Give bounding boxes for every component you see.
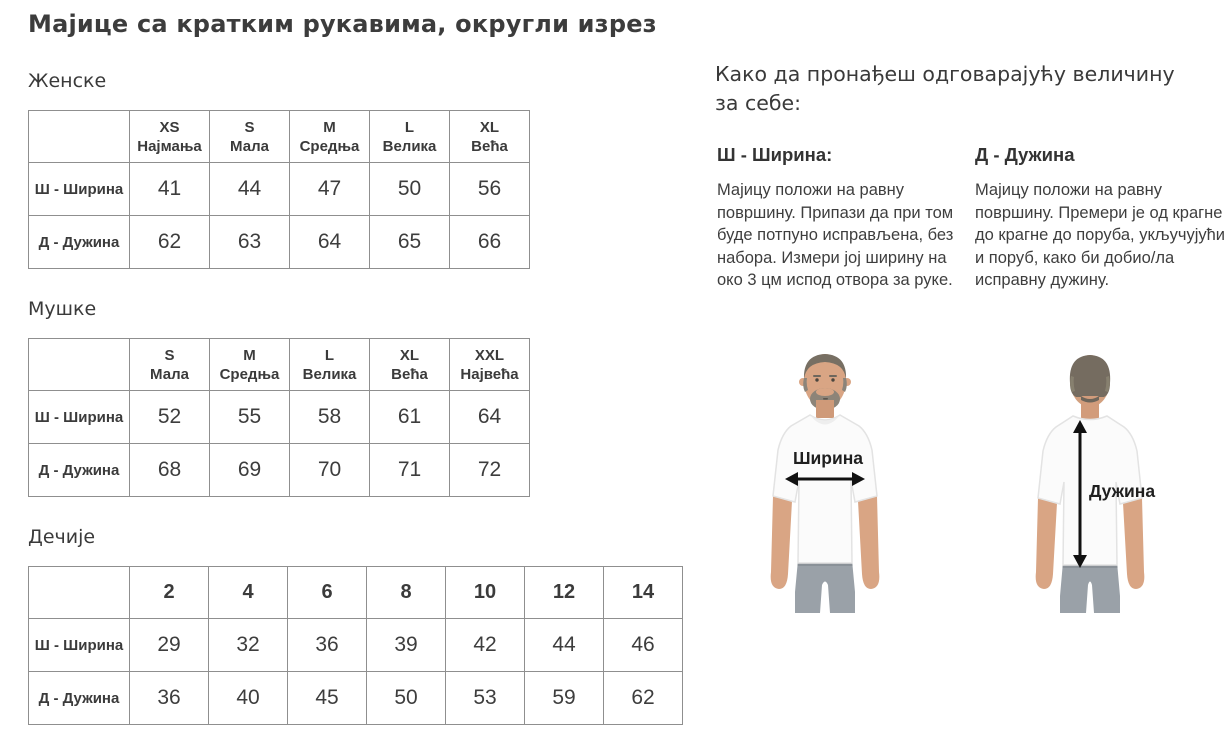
value-cell: 36: [130, 672, 209, 725]
size-table-1: [28, 338, 530, 497]
pants: [795, 560, 855, 613]
header-row: [29, 111, 530, 163]
value-cell: 55: [210, 391, 290, 444]
size-chart-column: [28, 8, 696, 725]
table-row: [29, 391, 530, 444]
row-label-cell: Д - Дужина: [29, 444, 130, 497]
left-arm: [771, 496, 792, 589]
value-cell: 59: [525, 672, 604, 725]
value-cell: 68: [130, 444, 210, 497]
pants: [1060, 562, 1120, 613]
value-cell: 52: [130, 391, 210, 444]
size-code: L: [324, 346, 335, 364]
size-code: XS: [159, 118, 180, 136]
value-cell: 42: [446, 619, 525, 672]
column-header-cell: [288, 567, 367, 619]
value-cell: 40: [209, 672, 288, 725]
width-guide-column: [717, 144, 962, 292]
size-code: 12: [552, 581, 576, 603]
size-code: XXL: [474, 346, 505, 364]
value-cell: 66: [450, 216, 530, 269]
value-cell: 47: [290, 163, 370, 216]
table-row: [29, 619, 683, 672]
section-title: Мушке: [28, 298, 97, 320]
column-header-cell: [130, 111, 210, 163]
column-header-cell: [367, 567, 446, 619]
size-section-1: [28, 298, 696, 497]
size-code: L: [404, 118, 415, 136]
guide-heading: Како да пронађеш одговарајућу величину за себе:: [715, 62, 1175, 115]
right-arm: [858, 496, 879, 589]
column-header-cell: [210, 339, 290, 391]
tables-host: [28, 70, 696, 725]
size-name: Најмања: [137, 137, 202, 155]
header-row: [29, 567, 683, 619]
value-cell: 65: [370, 216, 450, 269]
column-header-cell: [130, 339, 210, 391]
length-guide-text: Мајицу положи на равну површину. Премери је од крагне до крагне до поруба, укључујући и поруб, како би добио/ла исправну дужину.: [975, 181, 1226, 289]
value-cell: 32: [209, 619, 288, 672]
size-code: S: [244, 118, 255, 136]
right-arm: [1123, 498, 1144, 589]
size-name: Већа: [471, 137, 508, 155]
table-row: [29, 672, 683, 725]
size-table-2: [28, 566, 683, 725]
value-cell: 64: [450, 391, 530, 444]
width-guide-text: Мајицу положи на равну површину. Припази да при том буде потпуно исправљена, без набора. Измери јој ширину на око 3 цм испод отвора за руке.: [717, 181, 954, 289]
size-code: 14: [631, 581, 655, 603]
column-header-cell: [370, 111, 450, 163]
size-code: XL: [479, 118, 500, 136]
value-cell: 50: [367, 672, 446, 725]
value-cell: 71: [370, 444, 450, 497]
value-cell: 44: [525, 619, 604, 672]
size-section-2: [28, 526, 696, 725]
column-header-cell: [210, 111, 290, 163]
value-cell: 58: [290, 391, 370, 444]
column-header-cell: [130, 567, 209, 619]
measuring-guide: [715, 60, 1227, 754]
size-name: Средња: [219, 365, 280, 383]
table-row: [29, 163, 530, 216]
column-header-cell: [446, 567, 525, 619]
value-cell: 72: [450, 444, 530, 497]
size-code: S: [164, 346, 175, 364]
corner-cell: [29, 339, 130, 391]
width-measure-label: Ширина: [792, 448, 864, 468]
size-section-0: [28, 70, 696, 269]
column-header-cell: [450, 111, 530, 163]
size-name: Већа: [391, 365, 428, 383]
size-code: 4: [242, 581, 254, 603]
value-cell: 62: [604, 672, 683, 725]
section-title: Женске: [28, 70, 107, 92]
row-label-cell: Ш - Ширина: [29, 391, 130, 444]
size-code: XL: [399, 346, 420, 364]
table-row: [29, 444, 530, 497]
row-label-cell: Ш - Ширина: [29, 163, 130, 216]
value-cell: 36: [288, 619, 367, 672]
column-header-cell: [370, 339, 450, 391]
value-cell: 63: [210, 216, 290, 269]
value-cell: 45: [288, 672, 367, 725]
value-cell: 64: [290, 216, 370, 269]
row-label-cell: Ш - Ширина: [29, 619, 130, 672]
size-code: M: [243, 346, 256, 364]
size-name: Велика: [382, 137, 437, 155]
size-table-0: [28, 110, 530, 269]
value-cell: 50: [370, 163, 450, 216]
value-cell: 53: [446, 672, 525, 725]
corner-cell: [29, 111, 130, 163]
column-header-cell: [450, 339, 530, 391]
column-header-cell: [525, 567, 604, 619]
size-code: M: [323, 118, 336, 136]
value-cell: 46: [604, 619, 683, 672]
size-name: Највећа: [460, 365, 519, 383]
value-cell: 41: [130, 163, 210, 216]
corner-cell: [29, 567, 130, 619]
left-arm: [1036, 498, 1057, 589]
size-code: 8: [400, 581, 412, 603]
size-name: Мала: [230, 137, 269, 155]
value-cell: 70: [290, 444, 370, 497]
size-code: 2: [163, 581, 175, 603]
header-row: [29, 339, 530, 391]
size-name: Средња: [299, 137, 360, 155]
size-code: 10: [473, 581, 497, 603]
model-front-photo: [740, 348, 910, 613]
man-front-illustration: [740, 348, 910, 613]
length-measure-label: Дужина: [1089, 481, 1156, 501]
row-label-cell: Д - Дужина: [29, 672, 130, 725]
table-row: [29, 216, 530, 269]
section-title: Дечије: [28, 526, 96, 548]
value-cell: 62: [130, 216, 210, 269]
length-guide-title: Д - Дужина: [975, 144, 1075, 165]
size-name: Мала: [150, 365, 189, 383]
value-cell: 61: [370, 391, 450, 444]
column-header-cell: [209, 567, 288, 619]
length-guide-column: [975, 144, 1227, 292]
value-cell: 69: [210, 444, 290, 497]
value-cell: 29: [130, 619, 209, 672]
column-header-cell: [290, 339, 370, 391]
size-name: Велика: [302, 365, 357, 383]
width-guide-title: Ш - Ширина:: [717, 144, 833, 165]
page-title: Мајице са кратким рукавима, округли изрез: [28, 10, 657, 38]
value-cell: 44: [210, 163, 290, 216]
column-header-cell: [290, 111, 370, 163]
size-code: 6: [321, 581, 333, 603]
row-label-cell: Д - Дужина: [29, 216, 130, 269]
value-cell: 39: [367, 619, 446, 672]
model-back-photo: [1005, 350, 1175, 613]
column-header-cell: [604, 567, 683, 619]
value-cell: 56: [450, 163, 530, 216]
